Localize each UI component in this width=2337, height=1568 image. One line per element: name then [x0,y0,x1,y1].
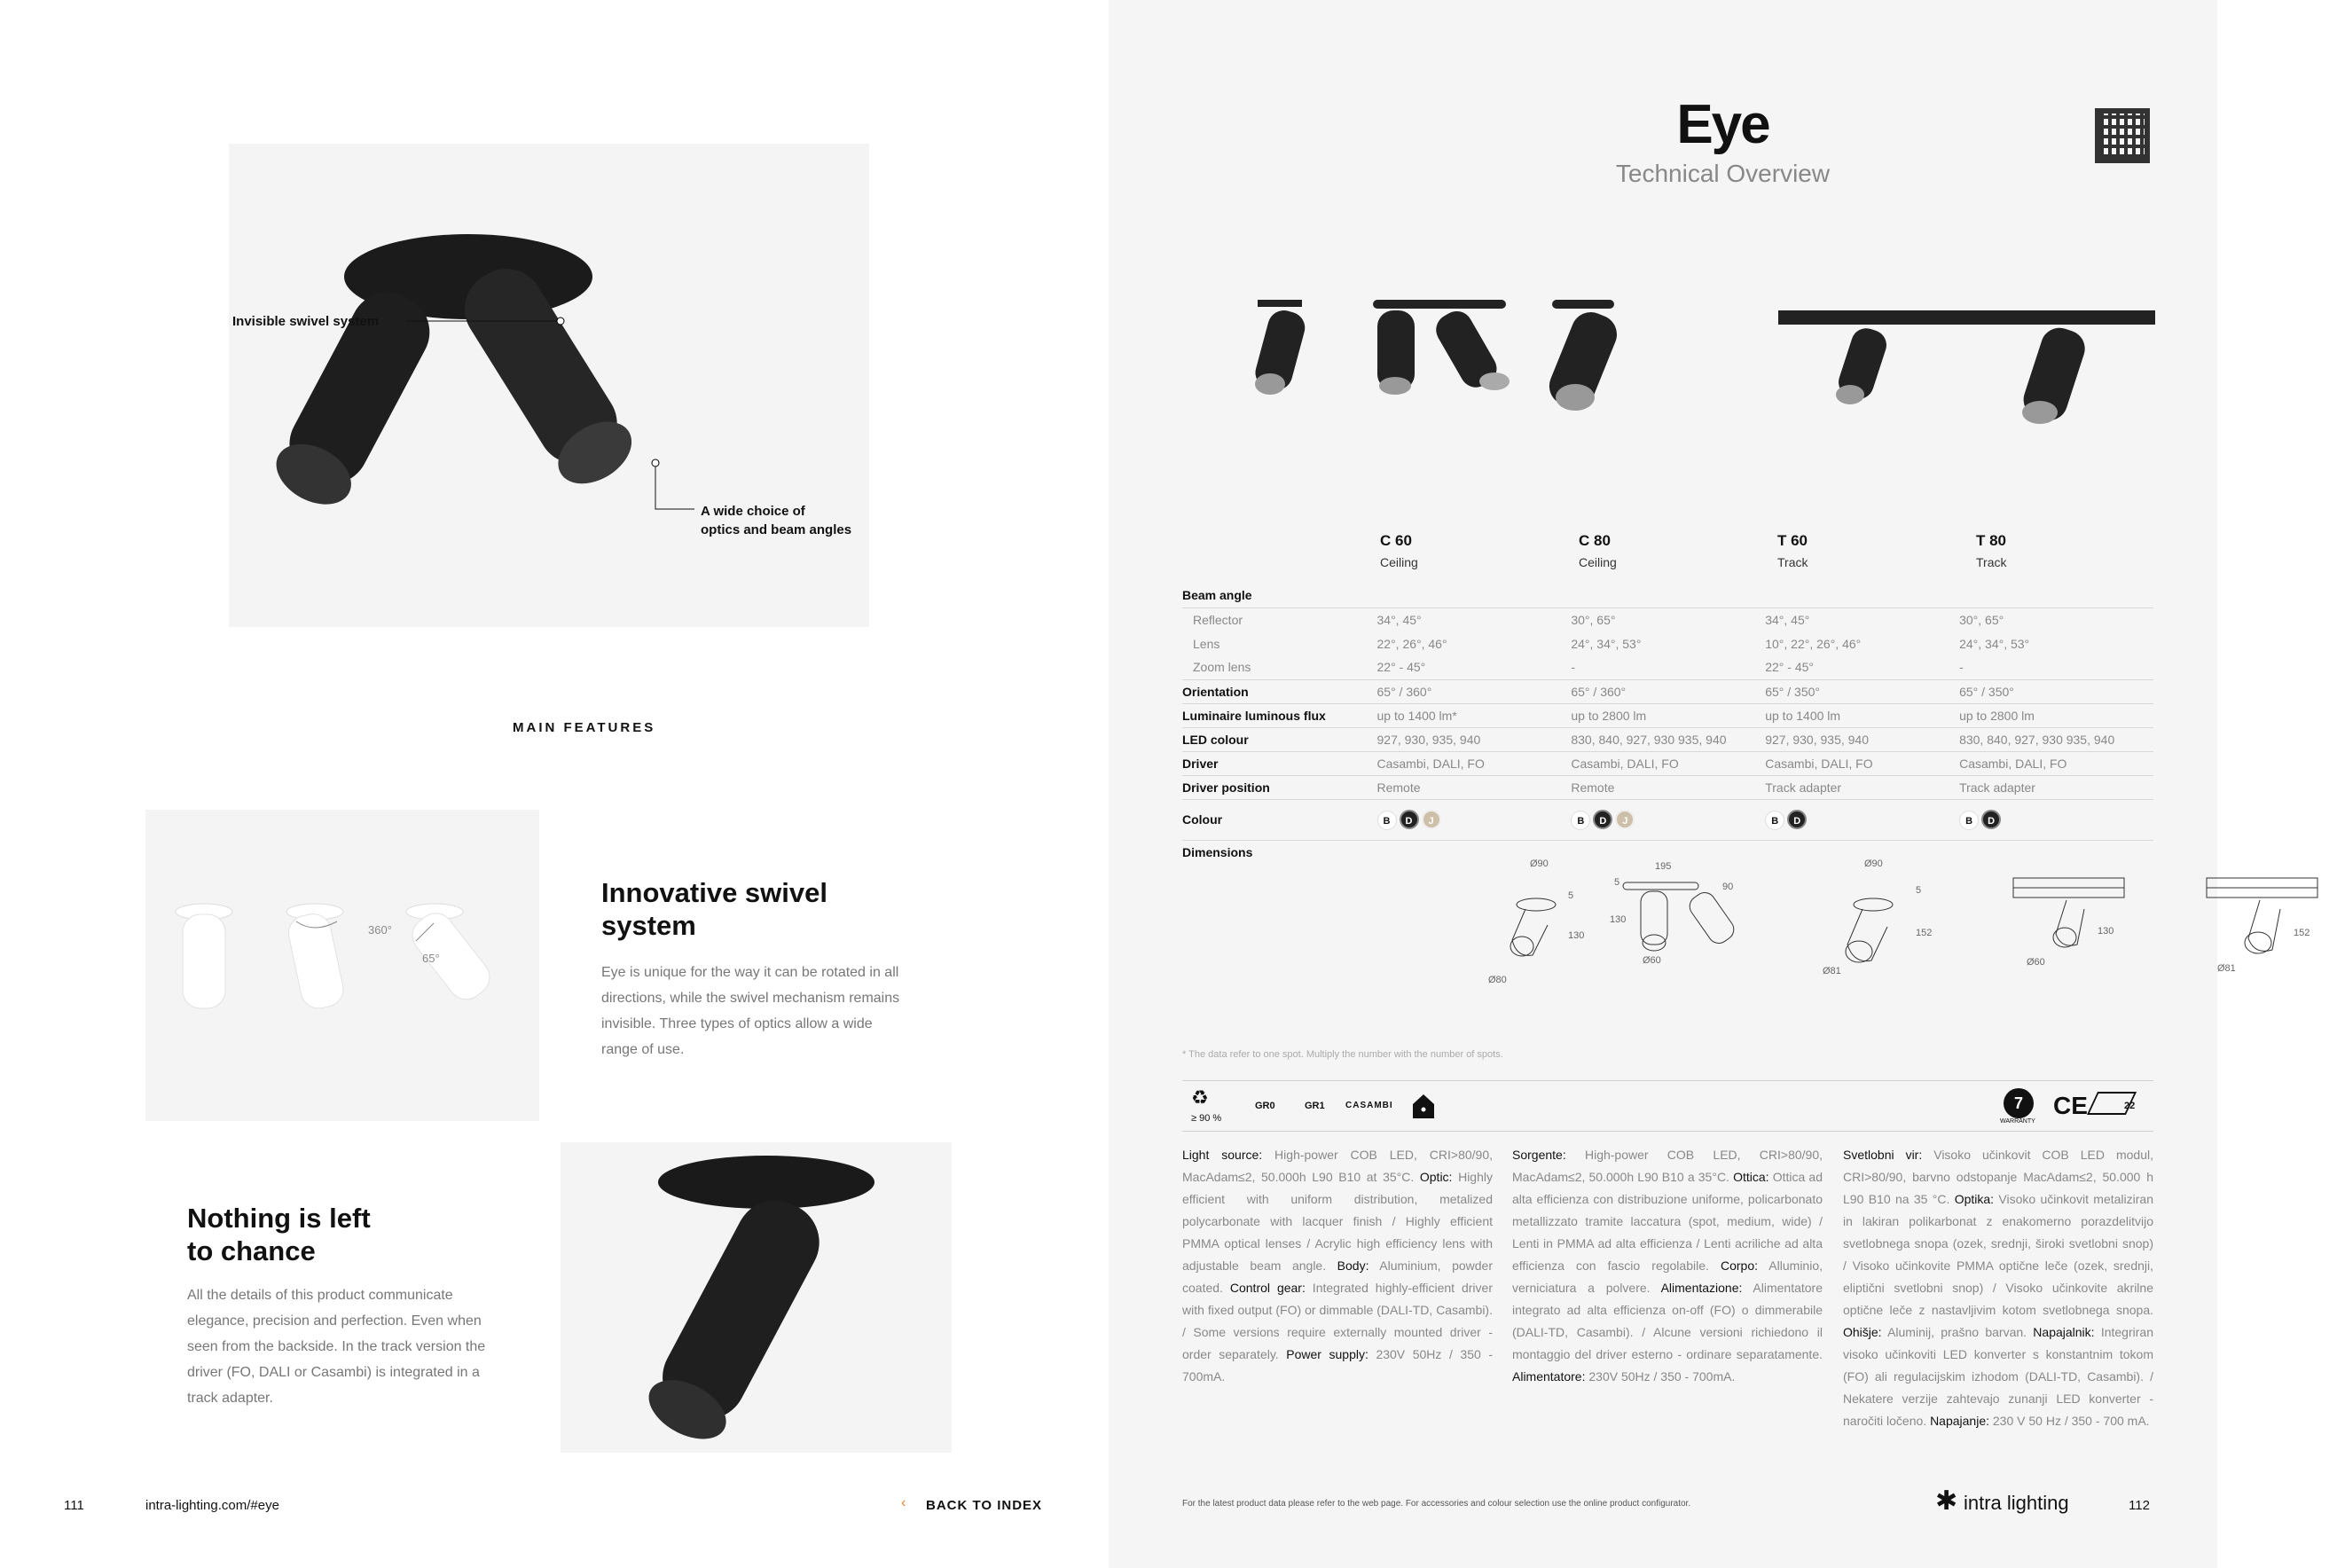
cell: Casambi, DALI, FO [1765,751,1959,775]
table-row [1182,631,2153,655]
angle-360-label: 360° [368,923,392,937]
dim-c80-bottom: Ø81 [1823,966,1841,976]
row-label: Colour [1182,799,1377,840]
ce-mark-icon: CE [2053,1092,2088,1119]
legal-desc: High-power COB LED, CRI>80/90, MacAdam≤2, 50.000h L90 B10 at 35°C. [1182,1148,1493,1184]
colour-swatches-c60 [1377,799,1572,840]
cell: Track adapter [1959,775,2153,799]
legal-desc: Integriran visoko učinkoviti LED konverter s konstantnim tokom (FO) ali regulacijskim izhodom (DALI-TD, Casambi). / Nekatere verzije zahtevajo zunanji LED konverter - naročiti ločeno. [1843,1325,2153,1428]
legal-term: Napajalnik: [2033,1325,2095,1339]
single-spot-photo [561,1142,952,1453]
innovative-title-line2: system [601,910,696,941]
dim-c80-top: Ø90 [1864,858,1883,869]
legal-desc: Ottica ad alta efficienza con distribuzione uniforme, policarbonato metallizzato tramite laccatura (spot, medium, wide) / Lenti in PMMA ad alta efficienza / Lenti acriliche ad alta efficienza con fascio regolabile. [1512,1170,1823,1273]
column-type: Track [1976,555,2007,569]
chance-body: All the details of this product communicate elegance, precision and perfection. Even when seen from the backside. In the track version the driver (FO, DALI or Casambi) is integrated in a track adapter. [187,1288,486,1406]
spec-table [1182,584,2153,864]
legal-term: Optika: [1954,1192,1995,1206]
table-row [1182,799,2153,840]
legal-desc: Aluminij, prašno barvan. [1881,1325,2034,1339]
legal-desc: Alluminio, verniciatura a polvere. [1512,1258,1823,1295]
colour-swatch-black: B [1959,811,1979,830]
table-row [1182,751,2153,775]
cell: 830, 840, 927, 930 935, 940 [1959,727,2153,751]
chance-title-line2: to chance [187,1235,316,1266]
legal-term: Sorgente: [1512,1148,1566,1162]
colour-swatch-dark: D [1400,810,1419,829]
column-t80 [1976,532,2006,569]
legal-term: Control gear: [1229,1281,1306,1295]
row-label: LED colour [1182,727,1377,751]
casambi-label: CASAMBI [1345,1101,1393,1110]
column-code: C 60 [1380,532,1412,549]
rotation-photo [145,810,539,1121]
recycle-icon: ♻ [1191,1086,1209,1109]
row-label: Reflector [1182,608,1377,631]
legal-desc: 230V 50Hz / 350 - 700mA. [1182,1347,1493,1384]
cell: - [1571,660,1576,675]
certification-icon-row [1182,1080,2153,1132]
dim-c60-twin-h: 130 [1610,914,1627,925]
column-t60 [1777,532,1808,569]
table-row [1182,775,2153,799]
cell: up to 2800 lm [1571,703,1765,727]
cell: Casambi, DALI, FO [1377,751,1572,775]
legal-term: Power supply: [1286,1347,1368,1361]
warranty-icon: 7 [2004,1088,2034,1118]
dim-c60-twin-angle: 90 [1722,882,1734,892]
table-row [1182,679,2153,703]
callout-optics-line1: A wide choice of [701,504,805,519]
table-row [1182,584,2153,608]
dim-c60-twin-d: Ø60 [1643,955,1661,966]
colour-swatch-dark: D [1787,810,1807,829]
cell: 830, 840, 927, 930 935, 940 [1571,727,1765,751]
row-label: Driver [1182,751,1377,775]
column-c60 [1380,532,1418,569]
gr0-label: GR0 [1255,1101,1275,1111]
row-label: Orientation [1182,679,1377,703]
table-row [1182,655,2153,679]
cell: Casambi, DALI, FO [1959,751,2153,775]
main-features-heading: MAIN FEATURES [513,720,656,735]
dim-t80-h: 152 [2294,928,2310,938]
cell: 65° / 350° [1959,679,2153,703]
brand-logo-icon: ✱ [1935,1486,1958,1516]
column-type: Ceiling [1380,555,1418,569]
dim-c60-bottom: Ø80 [1488,975,1507,985]
page-number-right: 112 [2129,1498,2150,1513]
cell: Track adapter [1765,775,1959,799]
cell: 10°, 22°, 26°, 46° [1765,636,1862,651]
legal-text-it [1512,1144,1823,1388]
callout-optics-line2: optics and beam angles [701,522,852,537]
legal-text-sl [1843,1144,2153,1432]
column-code: T 60 [1777,532,1808,549]
legal-text-en [1182,1144,1493,1388]
colour-swatches-c80 [1571,799,1765,840]
cell: 30°, 65° [1959,608,2153,631]
cell: 30°, 65° [1571,608,1765,631]
legal-term: Napajanje: [1930,1414,1989,1428]
product-variants-image [1224,293,2200,435]
legal-term: Light source: [1182,1148,1263,1162]
cell: 24°, 34°, 53° [1959,636,2030,651]
qr-code-icon[interactable] [2095,108,2150,163]
back-to-index-link[interactable]: BACK TO INDEX [926,1498,1043,1513]
cell: up to 1400 lm [1765,703,1959,727]
legal-term: Corpo: [1720,1258,1758,1273]
legal-term: Svetlobni vir: [1843,1148,1923,1162]
dim-t60-bottom: Ø60 [2027,957,2045,968]
innovative-title-line1: Innovative swivel [601,877,827,908]
dim-c60-twin-s: 5 [1614,877,1620,888]
cell: 65° / 360° [1571,679,1765,703]
cell: 65° / 360° [1377,679,1572,703]
colour-swatch-black: B [1571,811,1590,830]
cell: - [1959,660,1964,675]
colour-swatch-dark: D [1981,810,2001,829]
legal-term: Body: [1337,1258,1369,1273]
row-label: Lens [1193,636,1220,651]
brand-logo-text: intra lighting [1964,1492,2069,1514]
callout-swivel: Invisible swivel system [232,314,380,329]
column-code: C 80 [1579,532,1611,549]
legal-term: Ohišje: [1843,1325,1882,1339]
angle-65-label: 65° [422,952,440,965]
colour-swatch-champagne: J [1422,810,1441,829]
colour-swatch-champagne: J [1615,810,1635,829]
legal-desc: 230V 50Hz / 350 - 700mA. [1585,1369,1736,1384]
product-title: Eye [1676,94,1769,155]
dim-c60-s: 5 [1568,890,1574,901]
legal-desc: Alimentatore integrato ad alta efficienza on-off (FO) o dimmerabile (DALI-TD, Casambi). / Alcune versioni richiedono il montaggio del driver esterno - ordinare separatamente. [1512,1281,1823,1361]
rotation-sequence-image [145,810,539,1121]
row-label: Dimensions [1182,840,1377,864]
product-subtitle: Technical Overview [1615,160,1831,187]
page-number-left: 111 [64,1498,84,1513]
bottom-note: For the latest product data please refer to the web page. For accessories and colour selection use the online product configurator. [1182,1499,1691,1509]
colour-swatch-dark: D [1593,810,1612,829]
legal-desc: Visoko učinkovit metaliziran in lakiran polikarbonat z enakomerno porazdelitvijo svetlobnega snopa (ozek, srednji, široki svetlobni snop) / Visoko učinkovite PMMA optične leče (ozek, srednji, eliptični svetlobni snop) / Visoko učinkovite akrilne optične leče z nastavljivim kotom svetlobnega snopa. [1843,1192,2153,1317]
right-page [1109,0,2310,1568]
table-row [1182,703,2153,727]
chance-title-line1: Nothing is left [187,1203,371,1234]
table-row [1182,608,2153,631]
legal-desc: Integrated highly-efficient driver with fixed output (FO) or dimmable (DALI-TD, Casambi). / Some versions require externally mounted driver - order separately. [1182,1281,1493,1361]
cell: 22°, 26°, 46° [1376,636,1447,651]
recycle-label: ≥ 90 % [1191,1113,1222,1124]
dim-c80-h: 152 [1916,928,1933,938]
legal-term: Optic: [1419,1170,1453,1184]
legal-desc: High-power COB LED, CRI>80/90, MacAdam≤2, 50.000h L90 B10 a 35°C. [1512,1148,1823,1184]
cell: 24°, 34°, 53° [1571,636,1642,651]
cell: 34°, 45° [1377,608,1572,631]
legal-desc: 230 V 50 Hz / 350 - 700 mA. [1989,1414,2150,1428]
cell: 22° - 45° [1765,660,1815,675]
innovative-title [601,876,827,942]
row-label: Zoom lens [1193,660,1251,675]
row-label: Driver position [1182,775,1377,799]
colour-swatches-t80 [1959,799,2153,840]
cell: up to 2800 lm [1959,703,2153,727]
row-label: Luminaire luminous flux [1182,703,1377,727]
dim-t60-h: 130 [2098,926,2114,937]
column-type: Ceiling [1579,555,1617,569]
house-icon [1411,1092,1436,1120]
dim-c60-h: 130 [1568,930,1585,941]
column-c80 [1579,532,1617,569]
cell: up to 1400 lm* [1377,703,1572,727]
cell: 65° / 350° [1765,679,1959,703]
legal-term: Ottica: [1733,1170,1769,1184]
column-code: T 80 [1976,532,2007,549]
website-link[interactable]: intra-lighting.com/#eye [145,1498,279,1513]
dim-c60-top: Ø90 [1530,858,1549,869]
left-page [0,0,1109,1568]
colour-swatch-black: B [1765,811,1784,830]
legal-term: Alimentazione: [1660,1281,1743,1295]
innovative-body: Eye is unique for the way it can be rotated in all directions, while the swivel mechanism remains invisible. Three types of optics allow a wide range of use. [601,965,900,1057]
cell: 22° - 45° [1376,660,1426,675]
column-type: Track [1777,555,1808,569]
row-label: Beam angle [1182,588,1252,603]
dim-c80-s: 5 [1916,885,1922,896]
cell: 927, 930, 935, 940 [1765,727,1959,751]
single-spotlight-image [561,1142,952,1453]
legal-desc: Visoko učinkovit COB LED modul, CRI>80/90, barvno odstopanje MacAdam≤2, 50.000 h L90 B10 na 35 °C. [1843,1148,2153,1206]
impact-rating-label: 22 [2124,1101,2136,1111]
legal-desc: Highly efficient with uniform distribution, metalized polycarbonate with lacquer finish / Highly efficient PMMA optical lenses / Acrylic high efficiency lens with adjustable beam angle. [1182,1170,1493,1273]
legal-desc: Aluminium, powder coated. [1182,1258,1493,1295]
gr1-label: GR1 [1305,1101,1325,1111]
cell: Remote [1571,775,1765,799]
cell: Remote [1377,775,1572,799]
dimension-drawings [1375,856,2310,989]
dim-t80-bottom: Ø81 [2217,963,2236,974]
dim-c60-twin-width: 195 [1655,861,1672,872]
hero-photo [229,144,869,627]
footnote: * The data refer to one spot. Multiply the number with the number of spots. [1182,1049,1503,1060]
warranty-label: WARRANTY [2000,1118,2035,1125]
colour-swatches-t60 [1765,799,1959,840]
legal-term: Alimentatore: [1512,1369,1586,1384]
cell: 927, 930, 935, 940 [1377,727,1572,751]
twin-spotlight-image [229,144,869,627]
cell: 34°, 45° [1765,608,1959,631]
colour-swatch-black: B [1377,811,1397,830]
cell: Casambi, DALI, FO [1571,751,1765,775]
chevron-left-icon[interactable]: ‹ [901,1495,906,1510]
table-row [1182,727,2153,751]
chance-title [187,1202,371,1267]
